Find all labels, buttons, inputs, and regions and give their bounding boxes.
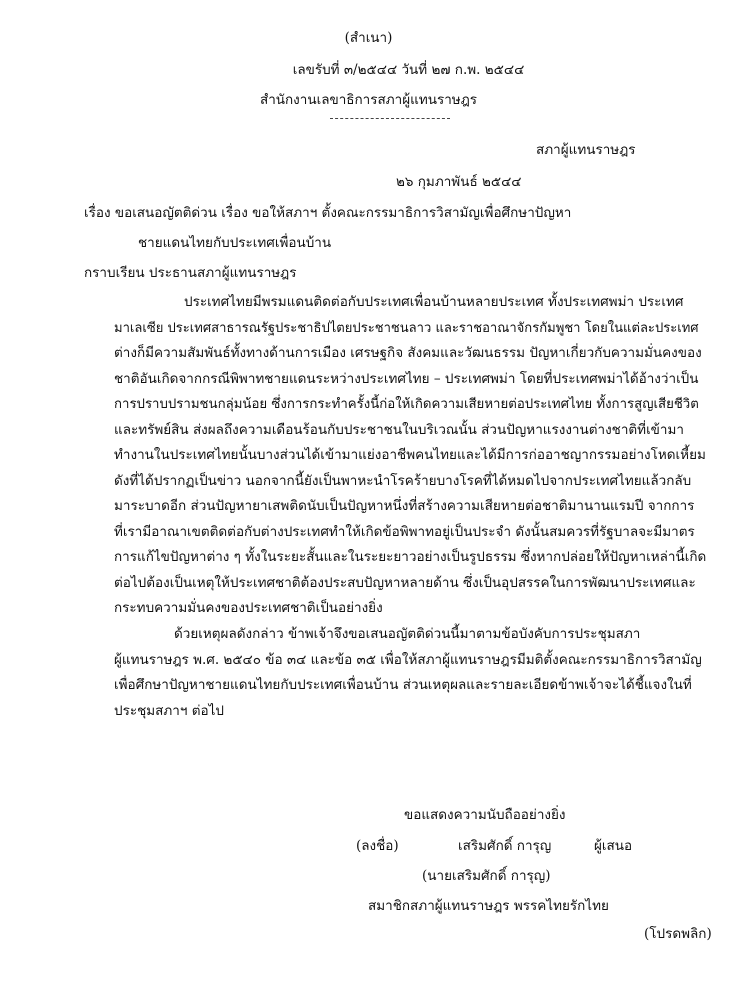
- printed-name: (นายเสริมศักดิ์ การุญ): [422, 868, 551, 884]
- body-paragraph-1: [114, 290, 708, 622]
- body-paragraph-1-line: ประเทศไทยมีพรมแดนติดต่อกับประเทศเพื่อนบ้านหลายประเทศ ทั้งประเทศพม่า ประเทศ: [184, 294, 684, 310]
- body-paragraph-1-line: ที่เรามีอาณาเขตติดต่อกับต่างประเทศทำให้เกิดข้อพิพาทอยู่เป็นประจำ ดังนั้นสมควรที่รัฐบาลจะมีมาตร: [114, 523, 695, 540]
- letter-date: ๒๖ กุมภาพันธ์ ๒๕๔๔: [396, 174, 522, 190]
- body-paragraph-2-line: ประชุมสภาฯ ต่อไป: [114, 702, 224, 719]
- signature-name: เสริมศักดิ์ การุญ: [458, 838, 552, 854]
- subject-line-1: เรื่อง ขอเสนอญัตติด่วน เรื่อง ขอให้สภาฯ ตั้งคณะกรรมาธิการวิสามัญเพื่อศึกษาปัญหา: [84, 205, 572, 221]
- signature-role: ผู้เสนอ: [594, 838, 633, 854]
- body-paragraph-1-line: กระทบความมั่นคงของประเทศชาติเป็นอย่างยิ่ง: [114, 600, 383, 616]
- body-paragraph-2-line: เพื่อศึกษาปัญหาชายแดนไทยกับประเทศเพื่อนบ้าน ส่วนเหตุผลและรายละเอียดข้าพเจ้าจะได้ชี้แจงในที่: [114, 677, 692, 693]
- letter-origin: สภาผู้แทนราษฎร: [536, 142, 636, 158]
- closing: ขอแสดงความนับถืออย่างยิ่ง: [404, 807, 566, 823]
- body-paragraph-1-line: ต่อไปต้องเป็นเหตุให้ประเทศชาติต้องประสบปัญหาหลายด้าน ซึ่งเป็นอุปสรรคในการพัฒนาประเทศและ: [114, 574, 696, 591]
- body-paragraph-1-line: ทำงานในประเทศไทยนั้นบางส่วนได้เข้ามาแย่งอาชีพคนไทยและได้มีการก่ออาชญากรรมอย่างโหดเหี้ยม: [114, 447, 706, 463]
- footer-note: (โปรดพลิก): [644, 926, 712, 942]
- salutation: กราบเรียน ประธานสภาผู้แทนราษฎร: [84, 265, 297, 281]
- body-paragraph-1-line: การแก้ไขปัญหาต่าง ๆ ทั้งในระยะสั้นและในระยะยาวอย่างเป็นรูปธรรม ซึ่งหากปล่อยให้ปัญหาเหล่านี้เกิด: [114, 549, 707, 565]
- body-paragraph-2: [114, 622, 708, 724]
- body-paragraph-1-line: มาระบาดอีก ส่วนปัญหายาเสพติดนับเป็นปัญหาหนึ่งที่สร้างความเสียหายต่อชาติมานานแรมปี จากการ: [114, 498, 695, 514]
- subject-line-2: ชายแดนไทยกับประเทศเพื่อนบ้าน: [138, 235, 332, 251]
- divider: [330, 118, 450, 119]
- body-paragraph-1-line: ชาติอันเกิดจากกรณีพิพาทชายแดนระหว่างประเทศไทย – ประเทศพม่า โดยที่ประเทศพม่าได้อ้างว่าเป็น: [114, 370, 699, 387]
- body-paragraph-2-line: ผู้แทนราษฎร พ.ศ. ๒๕๔๐ ข้อ ๓๔ และข้อ ๓๕ เพื่อให้สภาผู้แทนราษฎรมีมติตั้งคณะกรรมาธิการวิสามัญ: [114, 651, 702, 668]
- body-paragraph-1-line: มาเลเซีย ประเทศสาธารณรัฐประชาธิปไตยประชาชนลาว และราชอาณาจักรกัมพูชา โดยในแต่ละประเทศ: [114, 320, 699, 336]
- body-paragraph-1-line: ดังที่ได้ปรากฏเป็นข่าว นอกจากนี้ยังเป็นพาหะนำโรคร้ายบางโรคที่ได้หมดไปจากประเทศไทยแล้วกลับ: [114, 472, 692, 489]
- receipt-number: เลขรับที่ ๓/๒๕๔๔ วันที่ ๒๗ ก.พ. ๒๕๔๔: [292, 62, 525, 78]
- office-name: สำนักงานเลขาธิการสภาผู้แทนราษฎร: [259, 92, 478, 108]
- body-paragraph-1-line: การปราบปรามชนกลุ่มน้อย ซึ่งการกระทำครั้งนี้ก่อให้เกิดความเสียหายต่อประเทศไทย ทั้งการสูญเสียชีวิต: [114, 397, 699, 412]
- body-paragraph-2-line: ด้วยเหตุผลดังกล่าว ข้าพเจ้าจึงขอเสนอญัตติด่วนนี้มาตามข้อบังคับการประชุมสภา: [174, 626, 641, 642]
- body-paragraph-1-line: และทรัพย์สิน ส่งผลถึงความเดือนร้อนกับประชาชนในบริเวณนั้น ส่วนปัญหาแรงงานต่างชาติที่เข้ามา: [114, 421, 684, 438]
- copy-mark: (สำเนา): [344, 30, 393, 46]
- body-paragraph-1-line: ต่างก็มีความสัมพันธ์ทั้งทางด้านการเมือง เศรษฐกิจ สังคมและวัฒนธรรม ปัญหาเกี่ยวกับความมั่นคงของ: [114, 345, 702, 361]
- position: สมาชิกสภาผู้แทนราษฎร พรรคไทยรักไทย: [368, 898, 609, 914]
- signature-label: (ลงชื่อ): [356, 838, 399, 854]
